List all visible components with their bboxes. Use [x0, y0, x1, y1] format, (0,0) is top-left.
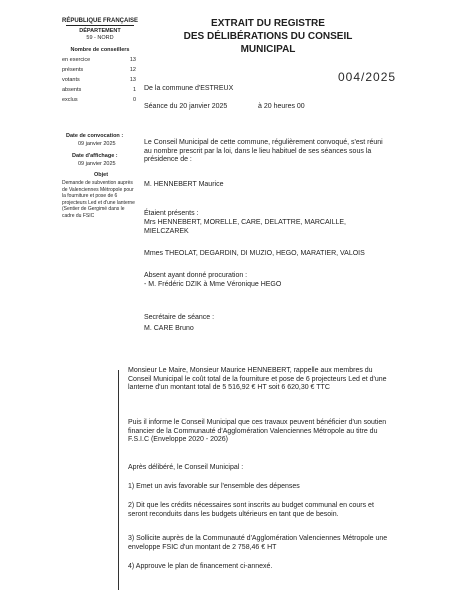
- absent-label: Absent ayant donné procuration :: [144, 272, 248, 279]
- counter-value: 13: [129, 57, 136, 63]
- convocation-label: Date de convocation :: [66, 133, 124, 139]
- counter-value: 12: [129, 67, 136, 73]
- paragraph-deliberation: Après délibéré, le Conseil Municipal :: [128, 464, 244, 471]
- counter-row: [62, 97, 136, 104]
- objet-text: Demande de subvention auprès de Valenciennes Métropole pour la fourniture et pose de 6 projecteurs Led et d'une lanterne (Sentier de Gergimé dans le cadre du FSIC: [62, 180, 135, 219]
- department-value: 59 - NORD: [86, 35, 114, 41]
- decision-item-2: 2) Dit que les crédits nécessaires sont inscrits au budget communal en cours et seront reconduits dans les budgets ultérieurs en tant que de besoin.: [128, 502, 374, 518]
- reference-number: 004/2025: [338, 70, 397, 84]
- margin-rule: [118, 370, 119, 590]
- paragraph-funding: Puis il informe le Conseil Municipal que ces travaux peuvent bénéficier d'un soutien financier de la Communauté d'Agglomération Valenciennes Métropole au titre du F.S.I.C (Enveloppe 2020 - 2026): [128, 419, 387, 443]
- counter-row: [62, 77, 136, 84]
- document-title-line2: DES DÉLIBÉRATIONS DU CONSEIL: [183, 31, 353, 42]
- secretary-value: M. CARE Bruno: [144, 325, 194, 332]
- seance-time: à 20 heures 00: [258, 103, 305, 110]
- affichage-value: 09 janvier 2025: [78, 161, 116, 167]
- counter-label: en exercice: [62, 57, 91, 63]
- counter-label: votants: [62, 77, 80, 83]
- counter-value: 0: [132, 97, 136, 103]
- president: M. HENNEBERT Maurice: [144, 181, 224, 188]
- commune: De la commune d'ESTREUX: [144, 85, 234, 92]
- counter-label: exclus: [62, 97, 78, 103]
- presents-men: Mrs HENNEBERT, MORELLE, CARE, DELATTRE, MARCAILLE, MIELCZAREK: [144, 219, 347, 235]
- counter-label: présents: [62, 67, 84, 73]
- counter-label: absents: [62, 87, 82, 93]
- counter-row: [62, 67, 136, 74]
- counter-row: [62, 57, 136, 64]
- divider: [66, 25, 134, 26]
- document-title-line3: MUNICIPAL: [240, 44, 296, 55]
- paragraph-reminder: Monsieur Le Maire, Monsieur Maurice HENNEBERT, rappelle aux membres du Conseil Municipal le coût total de la fourniture et pose de 6 projecteurs Led et d'une lanterne d'un montant total de 5 516,92 € HT soit 6 620,30 € TTC: [128, 367, 387, 391]
- presents-women: Mmes THEOLAT, DEGARDIN, DI MUZIO, HEGO, MARATIER, VALOIS: [144, 250, 365, 257]
- document-title-line1: EXTRAIT DU REGISTRE: [211, 18, 325, 29]
- republic-label: RÉPUBLIQUE FRANÇAISE: [61, 18, 138, 24]
- decision-item-4: 4) Approuve le plan de financement ci-annexé.: [128, 563, 273, 570]
- counter-value: 1: [132, 87, 136, 93]
- department-label: DÉPARTEMENT: [79, 28, 121, 34]
- presents-label: Étaient présents :: [144, 210, 199, 217]
- objet-label: Objet: [94, 172, 109, 178]
- decision-item-3: 3) Sollicite auprès de la Communauté d'Agglomération Valenciennes Métropole une enveloppe FSIC d'un montant de 2 758,46 € HT: [128, 535, 388, 551]
- counter-value: 13: [129, 77, 136, 83]
- seance-date: Séance du 20 janvier 2025: [144, 103, 228, 110]
- affichage-label: Date d'affichage :: [72, 153, 118, 159]
- counters-title: Nombre de conseillers: [70, 47, 130, 53]
- intro-paragraph: Le Conseil Municipal de cette commune, régulièrement convoqué, s'est réuni au nombre prescrit par la loi, dans le lieu habituel de ses séances sous la présidence de :: [144, 139, 383, 163]
- counter-row: [62, 87, 136, 94]
- convocation-value: 09 janvier 2025: [78, 141, 116, 147]
- decision-item-1: 1) Emet un avis favorable sur l'ensemble des dépenses: [128, 483, 300, 490]
- absent-value: - M. Frédéric DZIK à Mme Véronique HEGO: [144, 281, 282, 288]
- secretary-label: Secrétaire de séance :: [144, 314, 215, 321]
